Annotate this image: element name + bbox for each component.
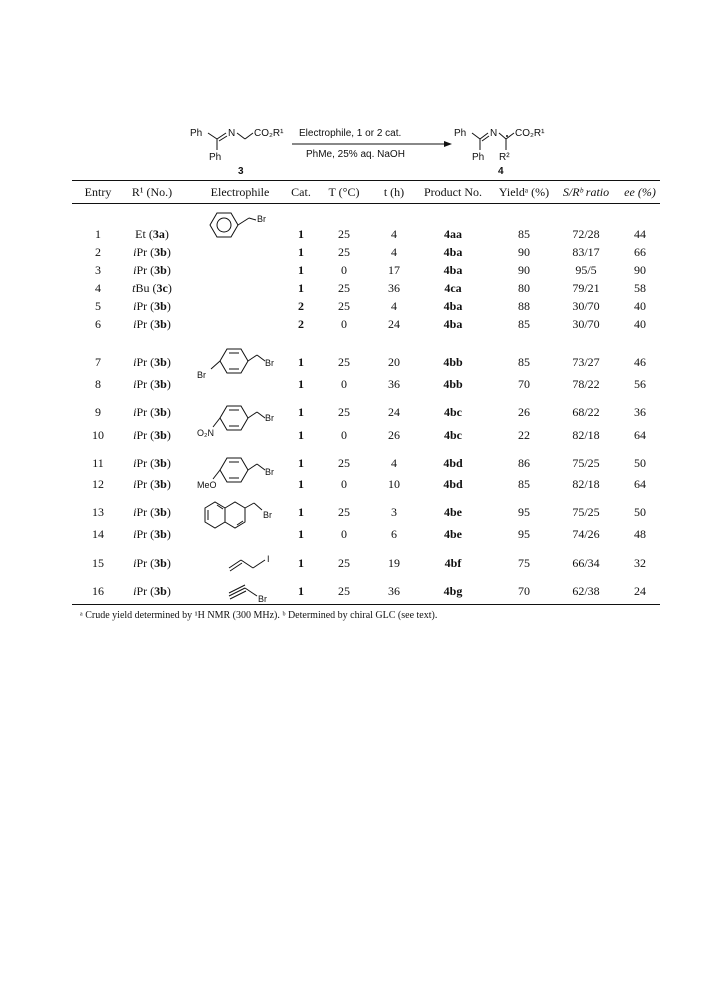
cell-ee: 46	[634, 355, 646, 369]
cell-ee: 50	[634, 456, 646, 470]
cell-r1: iPr (3b)	[133, 477, 171, 491]
cell-entry: 16	[92, 584, 104, 598]
cell-product: 4ba	[443, 299, 463, 313]
cell-ee: 36	[634, 405, 646, 419]
cell-cat: 1	[298, 527, 304, 541]
cell-cat: 1	[298, 263, 304, 277]
cell-temp: 25	[338, 245, 350, 259]
product-r2: R²	[499, 152, 510, 163]
cell-entry: 6	[95, 317, 101, 331]
cell-entry: 10	[92, 428, 104, 442]
cell-ee: 56	[634, 377, 646, 391]
cell-yield: 22	[518, 428, 530, 442]
cell-cat: 1	[298, 584, 304, 598]
cell-time: 4	[391, 299, 397, 313]
cell-product: 4bf	[444, 556, 462, 570]
cell-temp: 0	[341, 317, 347, 331]
reactant-n: N	[228, 128, 236, 139]
header-temp: T (°C)	[328, 185, 360, 199]
cell-cat: 1	[298, 355, 304, 369]
cell-time: 4	[391, 245, 397, 259]
cell-temp: 0	[341, 428, 347, 442]
cell-entry: 13	[92, 505, 104, 519]
cell-time: 3	[391, 505, 397, 519]
reactant-ph-lower: Ph	[209, 152, 222, 163]
cell-cat: 1	[298, 428, 304, 442]
cell-ee: 40	[634, 299, 646, 313]
cell-sr: 30/70	[572, 317, 600, 331]
cell-yield: 70	[518, 584, 530, 598]
cell-entry: 1	[95, 227, 101, 241]
cell-r1: tBu (3c)	[132, 281, 172, 295]
cell-ee: 90	[634, 263, 646, 277]
cell-temp: 25	[338, 355, 350, 369]
arrow-conditions-bottom: PhMe, 25% aq. NaOH	[306, 149, 405, 160]
p-meo-substituent-label: MeO	[197, 480, 217, 490]
cell-r1: Et (3a)	[135, 227, 169, 241]
cell-time: 6	[391, 527, 397, 541]
cell-time: 36	[388, 377, 400, 391]
cell-yield: 88	[518, 299, 530, 313]
product-co2r: CO₂R¹	[515, 128, 545, 139]
reactant-ph: Ph	[190, 128, 203, 139]
cell-ee: 50	[634, 505, 646, 519]
cell-r1: iPr (3b)	[133, 405, 171, 419]
cell-product: 4bd	[443, 477, 463, 491]
header-electrophile: Electrophile	[210, 185, 270, 199]
cell-product: 4ba	[443, 263, 463, 277]
cell-entry: 5	[95, 299, 101, 313]
allyl-i-label: I	[267, 554, 270, 564]
cell-r1: iPr (3b)	[133, 263, 171, 277]
table-bottom-rule	[72, 604, 660, 605]
cell-yield: 80	[518, 281, 530, 295]
cell-product: 4ca	[444, 281, 462, 295]
cell-time: 24	[388, 317, 400, 331]
cell-sr: 66/34	[572, 556, 600, 570]
cell-r1: iPr (3b)	[133, 428, 171, 442]
cell-entry: 8	[95, 377, 101, 391]
p-br-substituent-label: Br	[197, 370, 206, 380]
allyl-iodide-structure	[225, 550, 285, 574]
cell-cat: 1	[298, 456, 304, 470]
cell-sr: 74/26	[572, 527, 600, 541]
cell-r1: iPr (3b)	[133, 299, 171, 313]
cell-cat: 2	[298, 299, 304, 313]
cell-product: 4bb	[443, 377, 463, 391]
cell-r1: iPr (3b)	[133, 377, 171, 391]
cell-temp: 0	[341, 377, 347, 391]
product-n: N	[490, 128, 498, 139]
cell-entry: 3	[95, 263, 101, 277]
cell-product: 4be	[444, 505, 462, 519]
cell-sr: 79/21	[572, 281, 600, 295]
cell-temp: 25	[338, 405, 350, 419]
p-nitrobenzyl-bromide-structure	[195, 400, 285, 442]
cell-cat: 1	[298, 281, 304, 295]
reactant-number: 3	[238, 166, 244, 177]
cell-ee: 40	[634, 317, 646, 331]
cell-sr: 75/25	[572, 456, 600, 470]
propargyl-bromide-structure	[225, 578, 285, 604]
cell-ee: 24	[634, 584, 646, 598]
cell-temp: 25	[338, 281, 350, 295]
cell-entry: 2	[95, 245, 101, 259]
p-no2-substituent-label: O₂N	[197, 428, 214, 438]
cell-temp: 25	[338, 227, 350, 241]
cell-time: 26	[388, 428, 400, 442]
cell-cat: 1	[298, 505, 304, 519]
cell-sr: 82/18	[572, 428, 600, 442]
cell-sr: 82/18	[572, 477, 600, 491]
cell-product: 4bc	[444, 405, 462, 419]
cell-sr: 78/22	[572, 377, 600, 391]
reaction-scheme	[0, 0, 721, 190]
cell-entry: 15	[92, 556, 104, 570]
cell-yield: 90	[518, 245, 530, 259]
cell-temp: 25	[338, 584, 350, 598]
benzyl-bromide-structure	[205, 210, 275, 244]
cell-ee: 66	[634, 245, 646, 259]
cell-ee: 64	[634, 477, 646, 491]
cell-ee: 44	[634, 227, 646, 241]
cell-time: 10	[388, 477, 400, 491]
cell-product: 4aa	[444, 227, 462, 241]
cell-temp: 25	[338, 505, 350, 519]
cell-ee: 32	[634, 556, 646, 570]
product-ph: Ph	[454, 128, 467, 139]
cell-sr: 72/28	[572, 227, 600, 241]
cell-time: 17	[388, 263, 400, 277]
cell-product: 4bg	[443, 584, 463, 598]
cell-sr: 62/38	[572, 584, 600, 598]
header-ee: ee (%)	[624, 185, 656, 199]
cell-product: 4bb	[443, 355, 463, 369]
bromomethylnaphthalene-structure	[195, 500, 285, 536]
cell-yield: 95	[518, 527, 530, 541]
naph-br-label: Br	[263, 510, 272, 520]
cell-sr: 75/25	[572, 505, 600, 519]
cell-cat: 1	[298, 245, 304, 259]
header-rule	[72, 203, 660, 204]
cell-time: 36	[388, 584, 400, 598]
cell-entry: 12	[92, 477, 104, 491]
cell-entry: 9	[95, 405, 101, 419]
cell-r1: iPr (3b)	[133, 556, 171, 570]
cell-cat: 1	[298, 227, 304, 241]
cell-yield: 70	[518, 377, 530, 391]
cell-r1: iPr (3b)	[133, 317, 171, 331]
cell-temp: 25	[338, 556, 350, 570]
cell-entry: 11	[92, 456, 104, 470]
reactant-co2r: CO₂R¹	[254, 128, 284, 139]
cell-ee: 64	[634, 428, 646, 442]
cell-sr: 68/22	[572, 405, 600, 419]
cell-entry: 7	[95, 355, 101, 369]
p-meo-br-label: Br	[265, 467, 274, 477]
cell-cat: 1	[298, 477, 304, 491]
p-methoxybenzyl-bromide-structure	[195, 452, 285, 494]
cell-r1: iPr (3b)	[133, 456, 171, 470]
cell-r1: iPr (3b)	[133, 355, 171, 369]
cell-cat: 1	[298, 377, 304, 391]
propargyl-br-label: Br	[258, 594, 267, 604]
header-sr: S/Rᵇ ratio	[562, 185, 610, 199]
header-entry: Entry	[84, 185, 112, 199]
header-r1: R¹ (No.)	[131, 185, 173, 199]
cell-entry: 14	[92, 527, 104, 541]
cell-time: 4	[391, 227, 397, 241]
cell-r1: iPr (3b)	[133, 527, 171, 541]
cell-yield: 85	[518, 227, 530, 241]
cell-yield: 85	[518, 355, 530, 369]
cell-temp: 0	[341, 477, 347, 491]
cell-ee: 58	[634, 281, 646, 295]
cell-product: 4bd	[443, 456, 463, 470]
cell-r1: iPr (3b)	[133, 584, 171, 598]
product-number: 4	[498, 166, 504, 177]
cell-time: 20	[388, 355, 400, 369]
cell-yield: 85	[518, 477, 530, 491]
cell-time: 19	[388, 556, 400, 570]
cell-sr: 83/17	[572, 245, 600, 259]
cell-time: 4	[391, 456, 397, 470]
cell-entry: 4	[95, 281, 101, 295]
benzyl-br-label: Br	[257, 214, 266, 224]
cell-yield: 90	[518, 263, 530, 277]
header-cat: Cat.	[291, 185, 311, 199]
cell-cat: 2	[298, 317, 304, 331]
cell-temp: 0	[341, 527, 347, 541]
cell-r1: iPr (3b)	[133, 505, 171, 519]
p-no2-br-label: Br	[265, 413, 274, 423]
cell-yield: 85	[518, 317, 530, 331]
table-footnote: ᵃ Crude yield determined by ¹H NMR (300 MHz). ᵇ Determined by chiral GLC (see text).	[80, 610, 438, 621]
arrow-conditions-top: Electrophile, 1 or 2 cat.	[299, 128, 402, 139]
cell-yield: 95	[518, 505, 530, 519]
product-ph-lower: Ph	[472, 152, 485, 163]
cell-cat: 1	[298, 556, 304, 570]
p-bromobenzyl-bromide-structure	[195, 345, 285, 385]
header-product: Product No.	[424, 185, 482, 199]
p-br-br-label: Br	[265, 358, 274, 368]
cell-temp: 0	[341, 263, 347, 277]
cell-cat: 1	[298, 405, 304, 419]
header-time: t (h)	[383, 185, 405, 199]
cell-temp: 25	[338, 299, 350, 313]
header-yield: Yieldᵃ (%)	[498, 185, 550, 199]
cell-yield: 26	[518, 405, 530, 419]
cell-ee: 48	[634, 527, 646, 541]
cell-time: 24	[388, 405, 400, 419]
table-top-rule	[72, 180, 660, 181]
cell-yield: 86	[518, 456, 530, 470]
cell-sr: 95/5	[575, 263, 597, 277]
cell-product: 4be	[444, 527, 462, 541]
cell-sr: 30/70	[572, 299, 600, 313]
cell-sr: 73/27	[572, 355, 600, 369]
cell-yield: 75	[518, 556, 530, 570]
cell-product: 4ba	[443, 245, 463, 259]
cell-product: 4bc	[444, 428, 462, 442]
cell-temp: 25	[338, 456, 350, 470]
cell-time: 36	[388, 281, 400, 295]
cell-r1: iPr (3b)	[133, 245, 171, 259]
cell-product: 4ba	[443, 317, 463, 331]
